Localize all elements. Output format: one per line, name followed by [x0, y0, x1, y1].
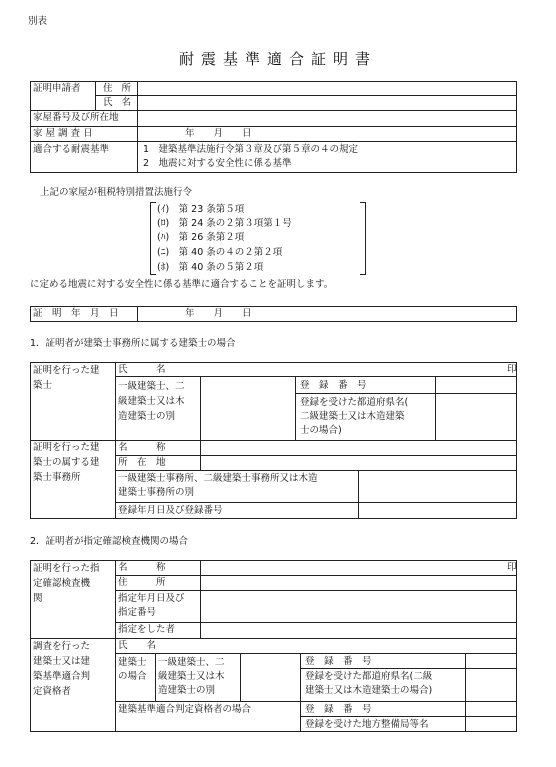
architect-class-label: 造建築士の別: [118, 411, 176, 422]
architect-class-label: 一級建築士、二: [118, 381, 185, 392]
judge-case-label: 建築基準適合判定資格者の場合: [118, 704, 252, 715]
registered-prefecture-label: 登録を受けた都道府県名(二級: [305, 671, 433, 682]
office-label: 築士事務所: [33, 472, 81, 483]
cert-date-label: 証 明 年 月 日: [33, 308, 119, 319]
standard-item-1: 1 建築基準法施行令第３章及び第５章の４の規定: [143, 144, 359, 155]
designator-label: 指定をした者: [118, 624, 176, 635]
office-registration-label: 登録年月日及び登録番号: [118, 505, 223, 516]
statement-item: (ﾆ) 第 40 条の４の２第２項: [157, 247, 283, 258]
architect-class-label: 級建築士又は木: [118, 396, 185, 407]
registered-prefecture-label: 士の場合): [300, 425, 342, 436]
applicant-label: 証明申請者: [33, 83, 81, 94]
architect-label: 証明を行った建: [33, 365, 100, 376]
inspector-label: 調査を行った: [33, 641, 91, 652]
statement-conclusion: に定める地震に対する安全性に係る基準に適合することを証明します。: [30, 279, 334, 290]
seal-mark: 印: [507, 562, 517, 573]
statement-item: (ﾛ) 第 24 条の２第３項第１号: [157, 218, 292, 229]
annex-label: 別表: [28, 16, 48, 27]
statement-item: (ｲ) 第 23 条第５項: [157, 204, 245, 215]
section1-heading: 1．証明者が建築士事務所に属する建築士の場合: [30, 338, 236, 349]
left-bracket: [150, 202, 156, 275]
right-bracket: [360, 202, 366, 275]
inspector-name-label: 氏 名: [118, 640, 157, 651]
office-label: 証明を行った建: [33, 442, 100, 453]
inspector-label: 築基準適合判: [33, 671, 91, 682]
agency-name-label: 名 称: [118, 562, 166, 573]
registration-number-label: 登 録 番 号: [305, 656, 372, 667]
architect-case-label: の場合: [118, 671, 147, 682]
registration-number-label: 登 録 番 号: [300, 380, 367, 391]
architect-case-label: 建築士: [118, 657, 147, 668]
agency-label: 証明を行った指: [33, 563, 100, 574]
office-class-label: 一級建築士事務所、二級建築士事務所又は木造: [118, 473, 318, 484]
cert-date-value: 年 月 日: [185, 308, 252, 319]
statement-intro: 上記の家屋が租税特別措置法施行令: [40, 187, 193, 198]
document-title: 耐震基準適合証明書: [178, 50, 377, 68]
address-label: 住 所: [103, 83, 135, 94]
section2-heading: 2．証明者が指定確認検査機関の場合: [30, 536, 189, 547]
architect-class-label: 一級建築士、二: [158, 657, 225, 668]
designation-label: 指定年月日及び: [118, 593, 185, 604]
name-label: 氏 名: [103, 97, 135, 108]
registered-prefecture-label: 登録を受けた都道府県名(: [300, 397, 409, 408]
inspector-label: 定資格者: [33, 686, 72, 697]
seal-mark: 印: [507, 364, 517, 375]
office-address-label: 所 在 地: [118, 457, 166, 468]
architect-class-label: 造建築士の別: [158, 685, 216, 696]
judge-registration-number-label: 登 録 番 号: [305, 704, 372, 715]
registered-prefecture-label: 二級建築士又は木造建築: [300, 411, 405, 422]
standard-label: 適合する耐震基準: [33, 144, 110, 155]
inspector-label: 建築士又は建: [33, 656, 91, 667]
agency-label: 関: [33, 593, 43, 604]
architect-class-label: 級建築士又は木: [158, 671, 225, 682]
agency-address-label: 住 所: [118, 577, 166, 588]
regional-bureau-label: 登録を受けた地方整備局等名: [305, 719, 429, 730]
designation-label: 指定番号: [118, 607, 157, 618]
statement-item: (ﾎ) 第 40 条の５第２項: [157, 262, 264, 273]
statement-item: (ﾊ) 第 26 条第２項: [157, 232, 245, 243]
house-number-label: 家屋番号及び所在地: [33, 112, 119, 123]
agency-label: 定確認検査機: [33, 578, 91, 589]
registered-prefecture-label: 建築士又は木造建築士の場合): [305, 685, 433, 696]
architect-label: 築士: [33, 380, 53, 391]
office-label: 築士の属する建: [33, 457, 100, 468]
office-name-label: 名 称: [118, 442, 166, 453]
architect-name-label: 氏 名: [118, 364, 166, 375]
office-class-label: 建築士事務所の別: [118, 487, 195, 498]
inspection-date-value: 年 月 日: [185, 128, 252, 139]
inspection-date-label: 家 屋 調 査 日: [33, 128, 93, 139]
standard-item-2: 2 地震に対する安全性に係る基準: [143, 158, 292, 169]
